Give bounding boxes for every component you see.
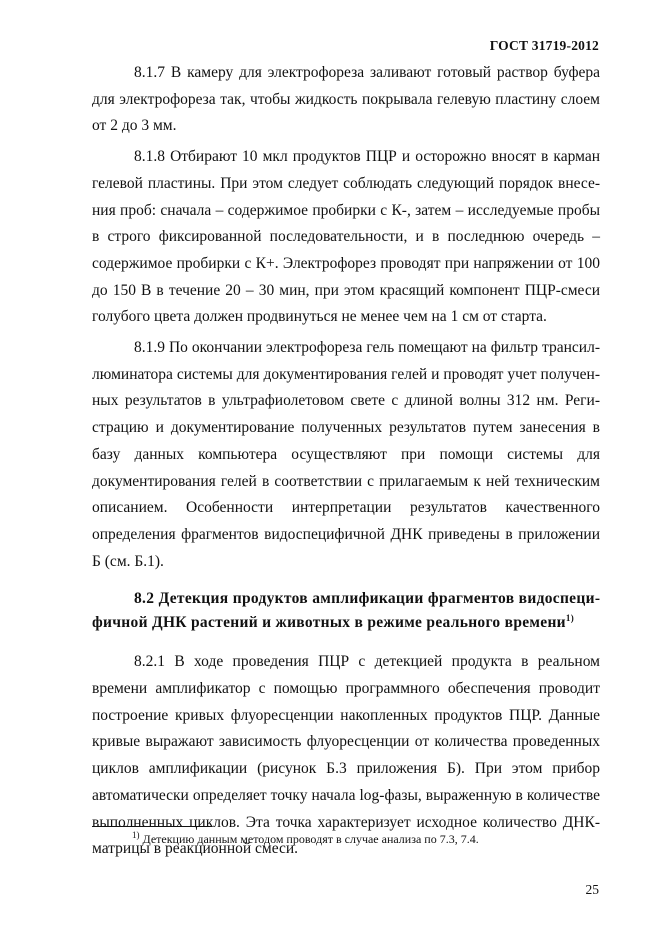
page-body	[92, 60, 600, 867]
footnote-ref-marker: 1)	[565, 613, 575, 624]
footnote-text: Детекцию данным методом проводят в случае анализа по 7.3, 7.4.	[139, 832, 479, 846]
paragraph-8-2-1: 8.2.1 В ходе проведения ПЦР с детекцией продукта в реальном времени амплификатор с помощью программного обеспечения проводит построение кривых флуоресценции накопленных продуктов ПЦР. Данные кривые выражают зависимость флуоресценции от количества проведенных циклов амплификации (рисунок Б.3 приложения Б). При этом прибор автоматически определяет точку начала log-фазы, выраженную в количестве выполненных циклов. Эта точка характеризует исходное количество ДНК-матрицы в реакционной смеси.	[92, 653, 600, 858]
footnote	[132, 831, 479, 847]
section-heading-8-2	[92, 587, 600, 635]
section-heading-text: 8.2 Детекция продуктов амплификации фрагментов видоспецифичной ДНК растений и животных в режиме реального времени	[92, 590, 600, 632]
paragraph-8-1-9: 8.1.9 По окончании электрофореза гель помещают на фильтр трансиллюминатора системы для документирования гелей и проводят учет полученных результатов в ультрафиолетовом свете с длиной волны 312 нм. Регистрацию и документирование полученных результатов путем занесения в базу данных компьютера осуществляют при помощи системы для документирования гелей в соответствии с прилагаемым к ней техническим описанием. Особенности интерпретации результатов качественного определения фрагментов видоспецифичной ДНК приведены в приложении Б (см. Б.1).	[92, 339, 600, 570]
paragraph-8-1-8: 8.1.8 Отбирают 10 мкл продуктов ПЦР и осторожно вносят в карман гелевой пластины. При этом следует соблюдать следующий порядок внесения проб: сначала – содержимое пробирки с К-, затем – исследуемые пробы в строго фиксированной последовательности, и в последнюю очередь – содержимое пробирки с К+. Электрофорез проводят при напряжении от 100 до 150 В в течение 20 – 30 мин, при этом красящий компонент ПЦР-смеси голубого цвета должен продвинуться не менее чем на 1 см от старта.	[92, 148, 600, 326]
page-number: 25	[585, 882, 599, 897]
paragraph-8-1-7: 8.1.7 В камеру для электрофореза заливают готовый раствор буфера для электрофореза так, чтобы жидкость покрывала гелевую пластину слоем от 2 до 3 мм.	[92, 64, 600, 135]
footnote-marker: 1)	[132, 830, 140, 840]
footnote-separator	[92, 826, 212, 827]
document-header-id: ГОСТ 31719-2012	[489, 38, 599, 53]
